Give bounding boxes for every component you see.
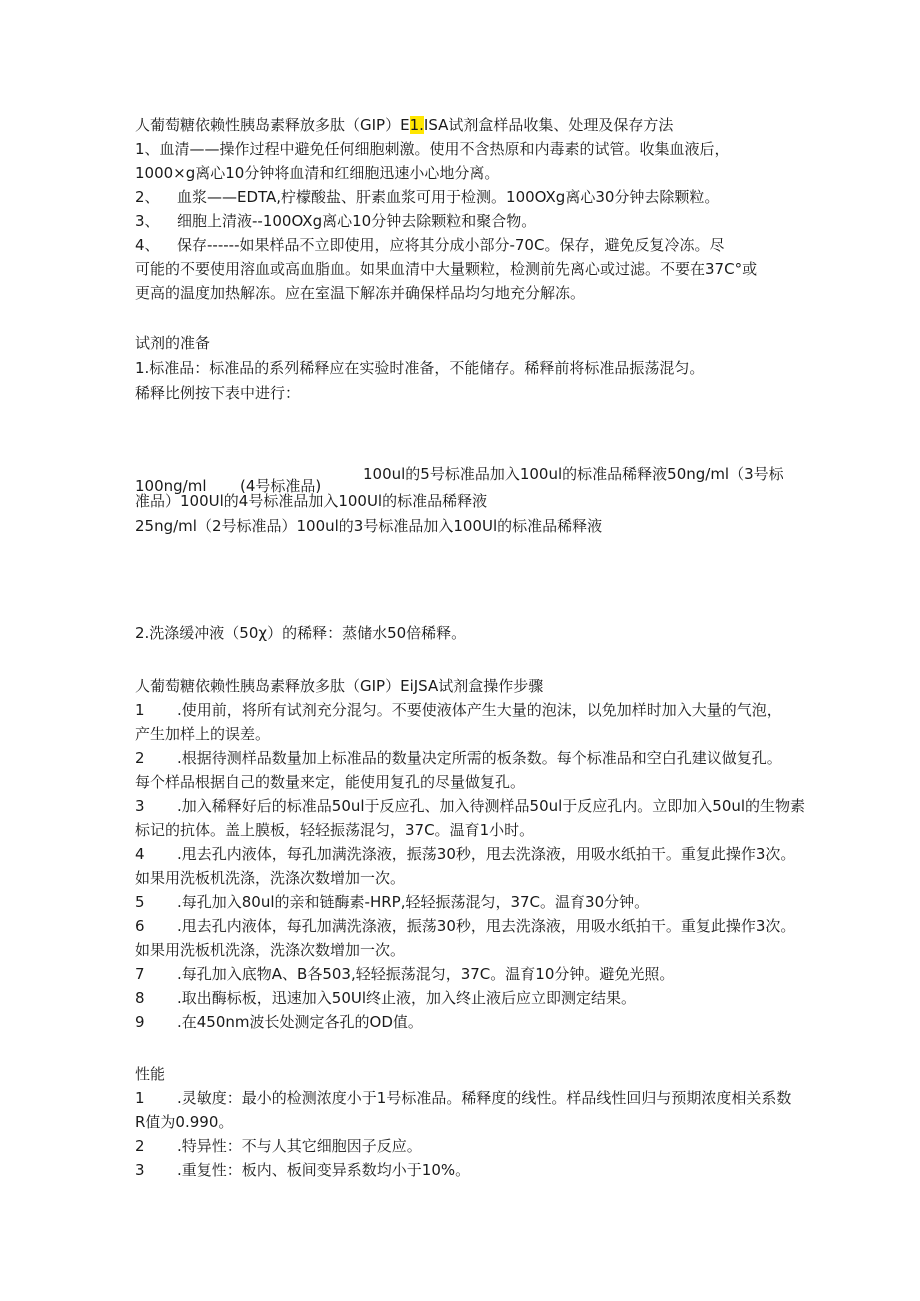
procedure-step: 5 .每孔加入80ul的亲和链酶素-HRP,轻轻振荡混匀，37C。温育30分钟。 [135, 893, 650, 911]
dilution-row3-continued: 准品）100Ul的4号标准品加入100Ul的标准品稀释液 [135, 492, 488, 510]
collection-line-5: 可能的不要使用溶血或高血脂血。如果血清中大量颗粒，检测前先离心或过滤。不要在37C°或 [135, 260, 758, 278]
collection-line-6: 更高的温度加热解冻。应在室温下解冻并确保样品均匀地充分解冻。 [135, 284, 586, 302]
dilution-desc-row3: 100ul的5号标准品加入100ul的标准品稀释液50ng/ml（3号标 [363, 465, 784, 483]
collection-line-1: 1、血清——操作过程中避免任何细胞刺激。使用不含热原和内毒素的试管。收集血液后， [135, 140, 730, 158]
wash-buffer-line: 2.洗涤缓冲液（50χ）的稀释：蒸储水50倍稀释。 [135, 624, 467, 642]
collection-title: 人葡萄糖依赖性胰岛素释放多肽（GIP）E1.ISA试剂盒样品收集、处理及保存方法 [135, 116, 674, 134]
performance-item: 3 .重复性：板内、板间变异系数均小于10%。 [135, 1161, 471, 1179]
performance-item: 2 .特异性：不与人其它细胞因子反应。 [135, 1137, 422, 1155]
procedure-step: 3 .加入稀释好后的标准品50ul于反应孔、加入待测样品50ul于反应孔内。立即加入50ul的生物素 [135, 797, 806, 815]
dilution-label: (4号标准品) [240, 477, 322, 495]
procedure-step: 4 .甩去孔内液体，每孔加满洗涤液，振荡30秒，甩去洗涤液，用吸水纸拍干。重复此操作3次。 [135, 845, 796, 863]
highlight-mark: 1. [409, 116, 424, 134]
dilution-conc: 100ng/ml [135, 477, 207, 495]
reagents-ratio-line: 稀释比例按下表中进行： [135, 384, 301, 402]
procedure-step: 7 .每孔加入底物A、B各503,轻轻振荡混匀，37C。温育10分钟。避免光照。 [135, 965, 675, 983]
procedure-step: 8 .取出酶标板，迅速加入50Ul终止液，加入终止液后应立即测定结果。 [135, 989, 637, 1007]
dilution-row-25: 25ng/ml（2号标准品）100ul的3号标准品加入100Ul的标准品稀释液 [135, 517, 603, 535]
performance-item: 1 .灵敏度：最小的检测浓度小于1号标准品。稀释度的线性。样品线性回归与预期浓度相关系数 [135, 1089, 792, 1107]
procedure-step-cont: 产生加样上的误差。 [135, 725, 271, 743]
collection-item-4: 4、 保存------如果样品不立即使用，应将其分成小部分-70C。保存，避免反复冷冻。尽 [135, 236, 725, 254]
procedure-step: 9 .在450nm波长处测定各孔的OD值。 [135, 1013, 423, 1031]
procedure-step-cont: 如果用洗板机洗涤，洗涤次数增加一次。 [135, 941, 406, 959]
reagents-heading: 试剂的准备 [135, 334, 211, 352]
collection-item-3: 3、 细胞上清液--100OXg离心10分钟去除颗粒和聚合物。 [135, 212, 537, 230]
procedure-step-cont: 如果用洗板机洗涤，洗涤次数增加一次。 [135, 869, 406, 887]
procedure-step-cont: 每个样品根据自己的数量来定，能使用复孔的尽量做复孔。 [135, 773, 526, 791]
procedure-step: 6 .甩去孔内液体，每孔加满洗涤液，振荡30秒，甩去洗涤液，用吸水纸拍干。重复此操作3次。 [135, 917, 796, 935]
procedure-step: 1 .使用前，将所有试剂充分混匀。不要使液体产生大量的泡沫，以免加样时加入大量的气泡， [135, 701, 782, 719]
collection-item-2: 2、 血浆——EDTA,柠檬酸盐、肝素血浆可用于检测。100OXg离心30分钟去除颗粒。 [135, 188, 720, 206]
performance-item-cont: R值为0.990。 [135, 1113, 234, 1131]
performance-heading: 性能 [135, 1065, 166, 1083]
procedure-step-cont: 标记的抗体。盖上膜板，轻轻振荡混匀，37C。温育1小时。 [135, 821, 535, 839]
procedure-step: 2 .根据待测样品数量加上标准品的数量决定所需的板条数。每个标准品和空白孔建议做复孔。 [135, 749, 782, 767]
procedure-title: 人葡萄糖依赖性胰岛素释放多肽（GIP）EiJSA试剂盒操作步骤 [135, 677, 544, 695]
collection-line-2: 1000×g离心10分钟将血清和红细胞迅速小心地分离。 [135, 164, 500, 182]
reagents-standard-line: 1.标准品：标准品的系列稀释应在实验时准备，不能储存。稀释前将标准品振荡混匀。 [135, 359, 705, 377]
